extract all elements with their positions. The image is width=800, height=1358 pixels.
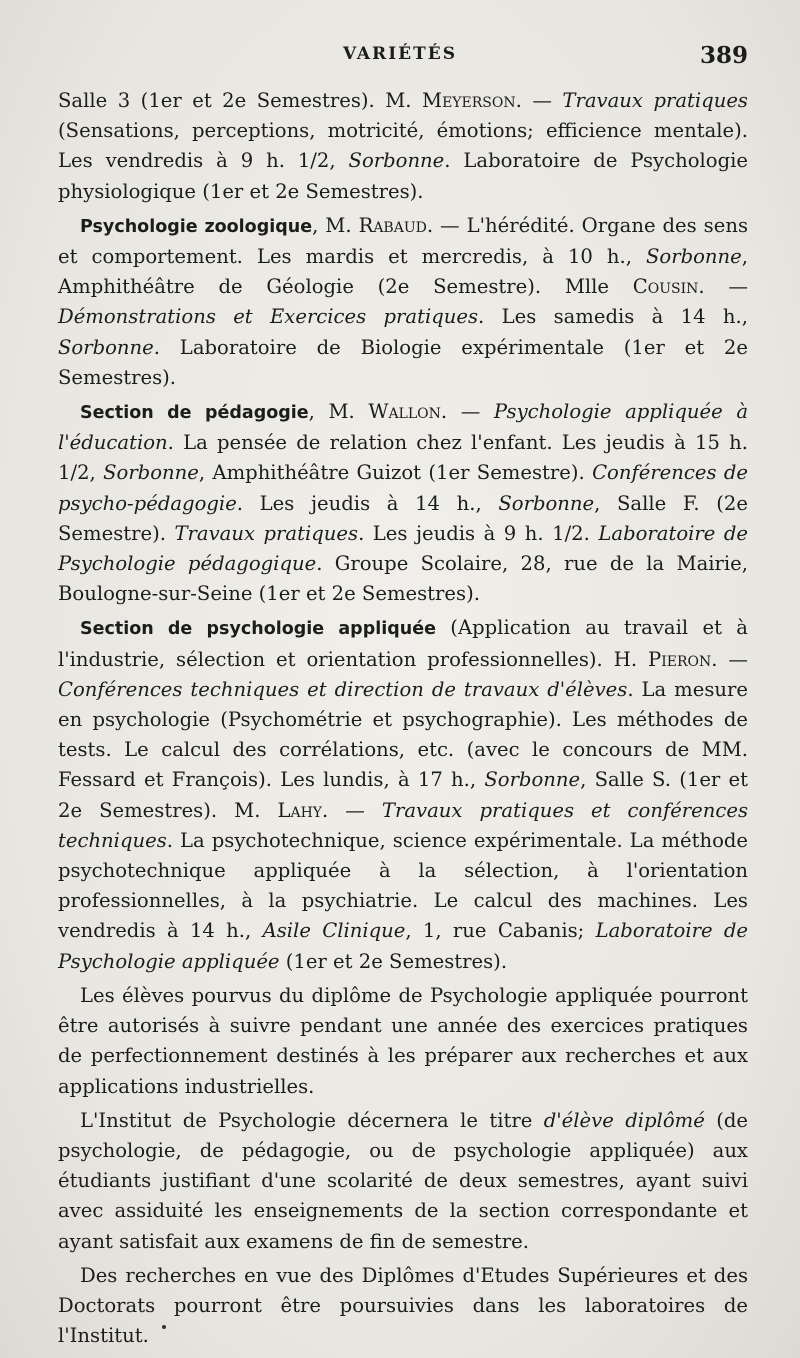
page-body <box>58 86 748 1351</box>
paragraph-section-pedagogie: Section de pédagogie, M. Wallon. — Psychologie appliquée à l'éducation. La pensée de relation chez l'enfant. Les jeudis à 15 h. 1/2, Sorbonne, Amphithéâtre Guizot (1er Semestre). Conférences de psycho-pédagogie. Les jeudis à 14 h., Sorbonne, Salle F. (2e Semestre). Travaux pratiques. Les jeudis à 9 h. 1/2. Laboratoire de Psychologie pédagogique. Groupe Scolaire, 28, rue de la Mairie, Boulogne-sur-Seine (1er et 2e Semestres). <box>58 400 749 606</box>
paragraph-meyerson: Salle 3 (1er et 2e Semestres). M. Meyerson. — Travaux pratiques (Sensations, perceptions, motricité, émotions; efficience mentale). Les vendredis à 9 h. 1/2, Sorbonne. Laboratoire de Psychologie physiologique (1er et 2e Semestres). <box>58 89 748 203</box>
page-number: 389 <box>699 42 748 69</box>
paragraph-recherches: Des recherches en vue des Diplômes d'Etudes Supérieures et des Doctorats pourront être poursuivies dans les laboratoires de l'Institut. <box>58 1263 748 1348</box>
paragraph-psychologie-zoologique: Psychologie zoologique, M. Rabaud. — L'hérédité. Organe des sens et comportement. Les mardis et mercredis, à 10 h., Sorbonne, Amphithéâtre de Géologie (2e Semestre). Mlle Cousin. — Démonstrations et Exercices pratiques. Les samedis à 14 h., Sorbonne. Laboratoire de Biologie expérimentale (1er et 2e Semestres). <box>58 213 749 389</box>
paragraph-eleve-diplome: L'Institut de Psychologie décernera le titre d'élève diplômé (de psychologie, de pédagogie, ou de psychologie appliquée) aux étudiants justifiant d'une scolarité de deux semestres, ayant suivi avec assiduité les enseignements de la section correspondante et ayant satisfait aux examens de fin de semestre. <box>58 1108 748 1253</box>
print-mark <box>162 1325 166 1329</box>
running-head: VARIÉTÉS <box>343 44 457 64</box>
page-header <box>0 42 800 74</box>
paragraph-eleves-pourvus: Les élèves pourvus du diplôme de Psychologie appliquée pourront être autorisés à suivre pendant une année des exercices pratiques de perfectionnement destinés à les préparer aux recherches et aux applications industrielles. <box>58 983 748 1098</box>
section-heading: Psychologie zoologique <box>80 216 313 237</box>
section-heading: Section de pédagogie <box>80 403 309 424</box>
paragraph-psychologie-appliquee: Section de psychologie appliquée (Application au travail et à l'industrie, sélection et orientation professionnelles). H. Pieron. — Conférences techniques et direction de travaux d'élèves. La mesure en psychologie (Psychométrie et psychographie). Les méthodes de tests. Le calcul des corrélations, etc. (avec le concours de MM. Fessard et François). Les lundis, à 17 h., Sorbonne, Salle S. (1er et 2e Semestres). M. Lahy. — Travaux pratiques et conférences techniques. La psychotechnique, science expérimentale. La méthode psychotechnique appliquée à la sélection, à l'orientation professionnelles, à la psychiatrie. Le calcul des machines. Les vendredis à 14 h., Asile Clinique, 1, rue Cabanis; Laboratoire de Psychologie appliquée (1er et 2e Semestres). <box>58 616 748 973</box>
section-heading: Section de psychologie appliquée <box>80 619 436 640</box>
